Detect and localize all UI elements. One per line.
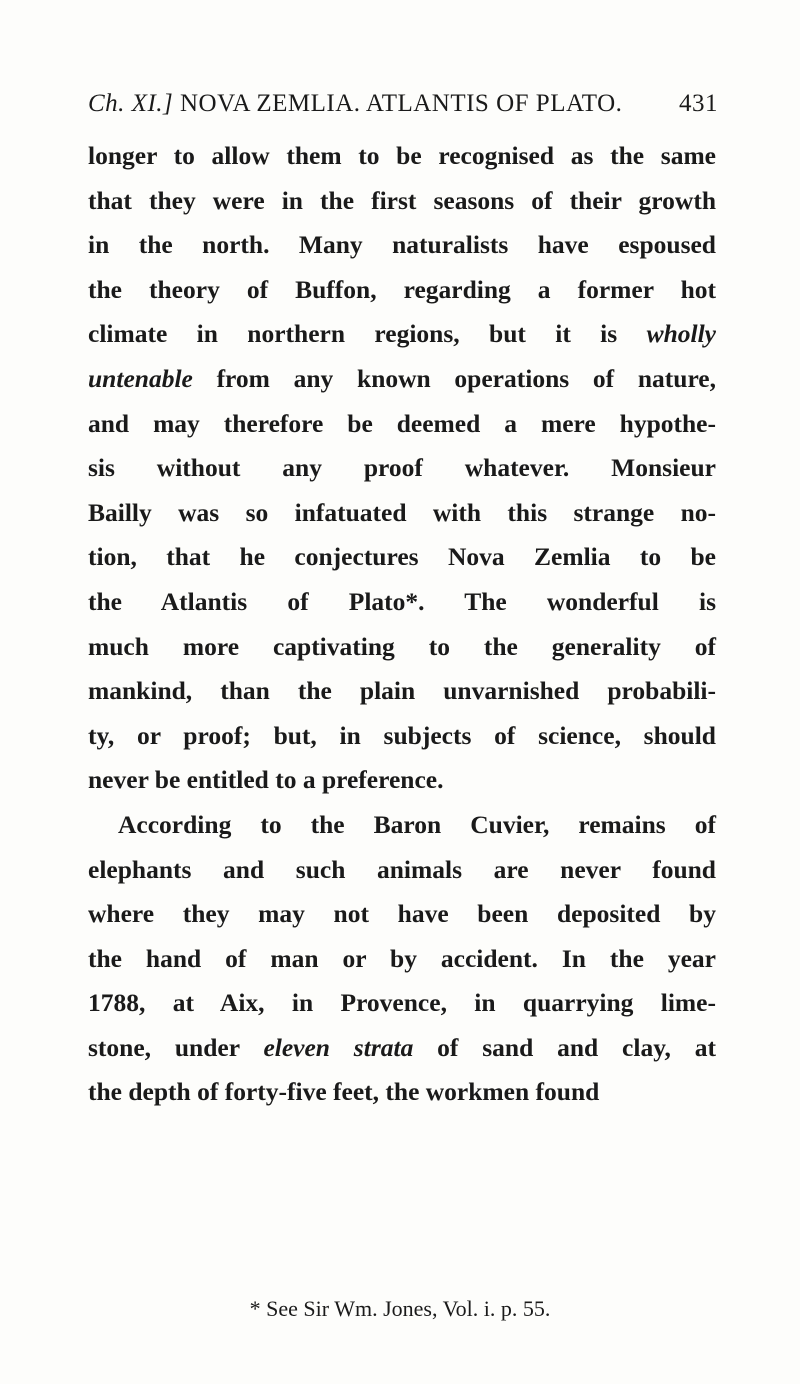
line-text: of sand and clay, at (413, 1032, 716, 1062)
text-line (88, 1070, 716, 1115)
text-line (88, 848, 716, 893)
page-number: 431 (679, 90, 718, 117)
text-line (88, 357, 716, 402)
line-text: elephants and such animals are never found (88, 854, 716, 884)
line-text: where they may not have been deposited by (88, 899, 716, 929)
text-line (88, 268, 716, 313)
line-text: the theory of Buffon, regarding a former hot (88, 274, 716, 304)
text-line (88, 223, 716, 268)
line-text: the Atlantis of Plato*. The wonderful is (88, 586, 716, 616)
italic-text: eleven strata (263, 1032, 414, 1062)
text-line (88, 714, 716, 759)
text-line (88, 535, 716, 580)
text-line (88, 179, 716, 224)
running-title: NOVA ZEMLIA. ATLANTIS OF PLATO. (180, 90, 623, 117)
running-head (88, 90, 718, 118)
line-text: in the north. Many naturalists have espoused (88, 230, 716, 260)
text-line (88, 937, 716, 982)
line-text: stone, under (88, 1032, 264, 1062)
line-text: the depth of forty-five feet, the workmen found (88, 1077, 600, 1107)
line-text: According to the Baron Cuvier, remains of (118, 809, 716, 839)
text-line (88, 803, 716, 848)
line-text: from any known operations of nature, (192, 363, 716, 393)
line-text: Bailly was so infatuated with this strange no- (88, 497, 716, 527)
line-text: much more captivating to the generality of (88, 631, 716, 661)
text-line (88, 625, 716, 670)
text-line (88, 312, 716, 357)
line-text: mankind, than the plain unvarnished probabili- (88, 676, 716, 706)
text-line (88, 758, 716, 803)
line-text: ty, or proof; but, in subjects of science, should (88, 720, 716, 750)
line-text: longer to allow them to be recognised as the same (88, 141, 716, 170)
line-text: tion, that he conjectures Nova Zemlia to be (88, 542, 716, 572)
text-line (88, 981, 716, 1026)
line-text: climate in northern regions, but it is (88, 319, 647, 349)
italic-text: wholly (646, 319, 716, 349)
text-line (88, 892, 716, 937)
text-line (88, 402, 716, 447)
text-line (88, 669, 716, 714)
text-line (88, 491, 716, 536)
line-text: that they were in the first seasons of their growth (88, 185, 716, 215)
text-line (88, 446, 716, 491)
text-line (88, 134, 716, 179)
footnote: * See Sir Wm. Jones, Vol. i. p. 55. (249, 1296, 551, 1321)
line-text: the hand of man or by accident. In the year (88, 943, 716, 973)
line-text: never be entitled to a preference. (88, 765, 444, 795)
text-line (88, 580, 716, 625)
chapter-label: Ch. XI.] (88, 90, 174, 117)
line-text: and may therefore be deemed a mere hypothe- (88, 408, 716, 438)
line-text: sis without any proof whatever. Monsieur (88, 453, 716, 483)
line-text: 1788, at Aix, in Provence, in quarrying lime- (88, 988, 716, 1018)
italic-text: untenable (88, 363, 193, 393)
body-text (88, 134, 716, 1115)
text-line (88, 1026, 716, 1071)
